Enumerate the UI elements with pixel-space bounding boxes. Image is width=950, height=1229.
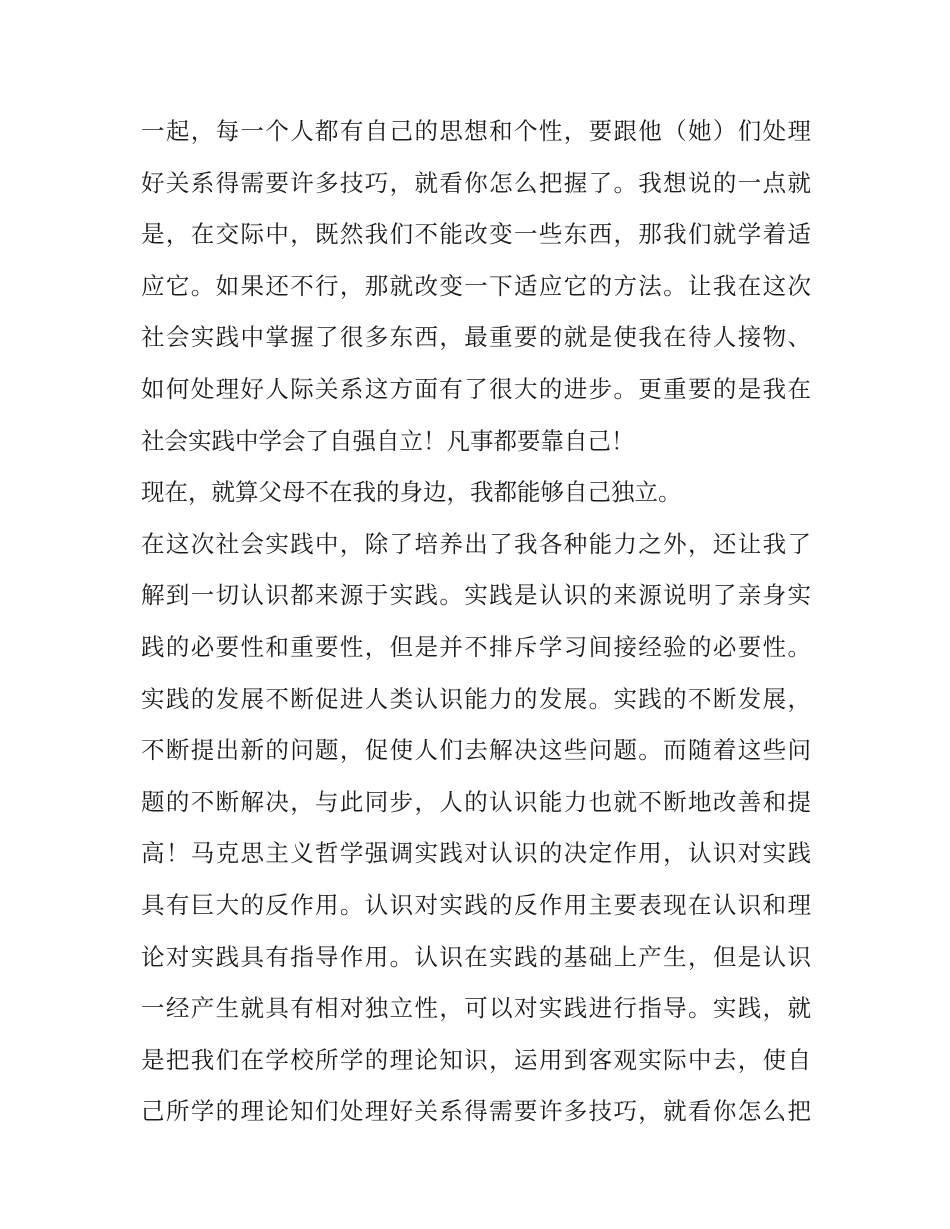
- text-line: 如何处理好人际关系这方面有了很大的进步。更重要的是我在: [141, 374, 811, 403]
- text-line: 一经产生就具有相对独立性，可以对实践进行指导。实践，就: [141, 994, 811, 1023]
- text-line: 解到一切认识都来源于实践。实践是认识的来源说明了亲身实: [141, 581, 811, 610]
- text-line: 高！马克思主义哲学强调实践对认识的决定作用，认识对实践: [141, 839, 811, 868]
- text-line: 己所学的理论知们处理好关系得需要许多技巧，就看你怎么把: [141, 1097, 811, 1126]
- text-line: 实践的发展不断促进人类认识能力的发展。实践的不断发展，: [141, 684, 811, 713]
- text-line: 一起，每一个人都有自己的思想和个性，要跟他（她）们处理: [141, 117, 811, 145]
- text-line: 是把我们在学校所学的理论知识，运用到客观实际中去，使自: [141, 1045, 811, 1074]
- body-text: [141, 106, 811, 1138]
- text-line: 具有巨大的反作用。认识对实践的反作用主要表现在认识和理: [141, 890, 811, 919]
- text-line: 社会实践中学会了自强自立！凡事都要靠自己！: [141, 426, 635, 455]
- text-line: 是，在交际中，既然我们不能改变一些东西，那我们就学着适: [141, 220, 811, 249]
- text-line: 题的不断解决，与此同步，人的认识能力也就不断地改善和提: [141, 787, 811, 816]
- text-line: 不断提出新的问题，促使人们去解决这些问题。而随着这些问: [141, 736, 811, 765]
- text-line: 在这次社会实践中，除了培养出了我各种能力之外，还让我了: [141, 529, 811, 558]
- text-line: 论对实践具有指导作用。认识在实践的基础上产生，但是认识: [141, 942, 811, 971]
- text-line: 社会实践中掌握了很多东西，最重要的就是使我在待人接物、: [141, 323, 811, 352]
- text-line: 践的必要性和重要性，但是并不排斥学习间接经验的必要性。: [141, 632, 811, 661]
- text-line: 现在，就算父母不在我的身边，我都能够自己独立。: [141, 478, 682, 507]
- text-line: 好关系得需要许多技巧，就看你怎么把握了。我想说的一点就: [141, 168, 811, 197]
- text-line: 应它。如果还不行，那就改变一下适应它的方法。让我在这次: [141, 271, 811, 300]
